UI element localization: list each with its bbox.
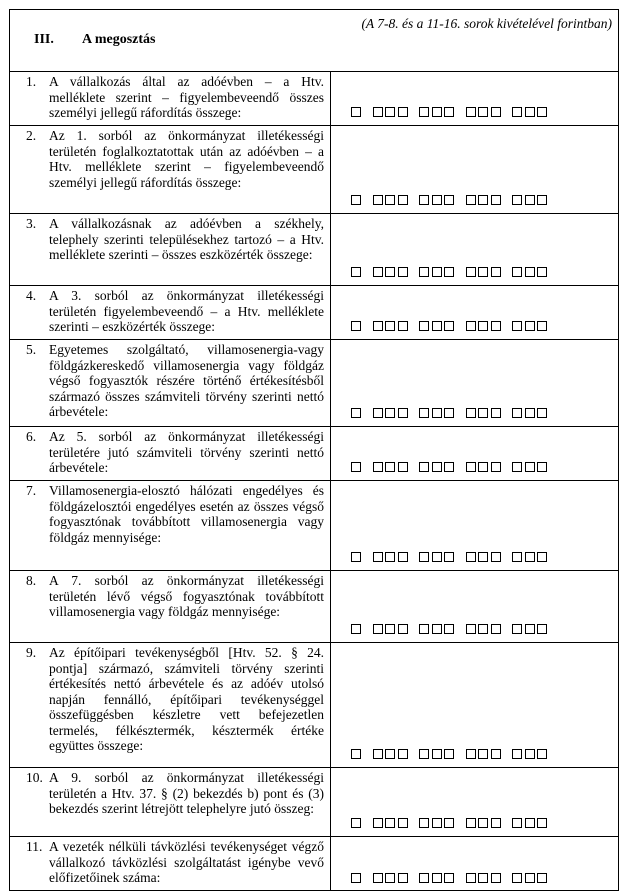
digit-group [351, 267, 364, 277]
digit-box[interactable] [444, 321, 454, 331]
digit-box[interactable] [444, 818, 454, 828]
digit-box[interactable] [432, 462, 442, 472]
form-row [9, 570, 619, 642]
digit-box[interactable] [432, 408, 442, 418]
digit-box[interactable] [478, 818, 488, 828]
digit-box[interactable] [491, 408, 501, 418]
digit-box[interactable] [419, 408, 429, 418]
digit-box[interactable] [512, 552, 522, 562]
row-number: 4. [26, 288, 37, 303]
row-label-cell [10, 643, 330, 767]
digit-group [351, 624, 364, 634]
digit-group [419, 552, 457, 562]
digit-box[interactable] [385, 321, 395, 331]
digit-box[interactable] [419, 818, 429, 828]
digit-box[interactable] [537, 873, 547, 883]
digit-box[interactable] [491, 107, 501, 117]
digit-box[interactable] [466, 462, 476, 472]
row-label-cell [10, 427, 330, 480]
digit-group [466, 552, 504, 562]
form-row [9, 767, 619, 836]
digit-box[interactable] [385, 873, 395, 883]
digit-group [351, 818, 364, 828]
row-description: A vállalkozás által az adóévben – a Htv. melléklete szerint – figyelembeveendő összes személyi jellegű ráfordítás összege: [49, 74, 324, 120]
digit-box[interactable] [478, 195, 488, 205]
section-title: A megosztás [82, 32, 156, 47]
row-label-cell [10, 72, 330, 125]
digit-box[interactable] [373, 195, 383, 205]
digit-box[interactable] [466, 321, 476, 331]
digit-box[interactable] [537, 749, 547, 759]
digit-box[interactable] [478, 267, 488, 277]
form-row [9, 480, 619, 570]
digit-group [512, 624, 550, 634]
digit-box[interactable] [419, 552, 429, 562]
row-label-cell [10, 214, 330, 285]
digit-box[interactable] [525, 749, 535, 759]
digit-box[interactable] [373, 267, 383, 277]
digit-box[interactable] [512, 107, 522, 117]
digit-box[interactable] [537, 408, 547, 418]
digit-group [419, 624, 457, 634]
digit-box[interactable] [432, 749, 442, 759]
digit-box[interactable] [525, 321, 535, 331]
digit-box[interactable] [491, 749, 501, 759]
digit-box[interactable] [444, 267, 454, 277]
digit-box[interactable] [432, 107, 442, 117]
digit-group [512, 749, 550, 759]
digit-box[interactable] [466, 408, 476, 418]
digit-group [373, 267, 411, 277]
digit-group [466, 624, 504, 634]
digit-box[interactable] [419, 462, 429, 472]
digit-box[interactable] [351, 552, 361, 562]
digit-box[interactable] [351, 195, 361, 205]
row-amount-cell[interactable] [330, 286, 618, 339]
digit-boxes[interactable] [351, 818, 559, 828]
digit-box[interactable] [432, 321, 442, 331]
digit-box[interactable] [398, 873, 408, 883]
row-description: Az 5. sorból az önkormányzat illetékességi területére jutó számviteli törvény szerinti nettó árbevétele: [49, 429, 324, 475]
digit-box[interactable] [432, 873, 442, 883]
row-description: A 9. sorból az önkormányzat illetékességi területén a Htv. 37. § (2) bekezdés b) pont és (3) bekezdés szerint létrejött telephelyre jutó összeg: [49, 770, 324, 816]
digit-box[interactable] [432, 818, 442, 828]
digit-box[interactable] [444, 873, 454, 883]
digit-box[interactable] [512, 818, 522, 828]
row-amount-cell[interactable] [330, 837, 618, 890]
digit-box[interactable] [444, 749, 454, 759]
digit-box[interactable] [525, 462, 535, 472]
digit-box[interactable] [525, 267, 535, 277]
row-number: 2. [26, 128, 37, 143]
digit-group [351, 195, 364, 205]
digit-group [466, 267, 504, 277]
digit-group [512, 873, 550, 883]
digit-box[interactable] [398, 107, 408, 117]
digit-box[interactable] [432, 195, 442, 205]
digit-box[interactable] [385, 818, 395, 828]
digit-box[interactable] [444, 552, 454, 562]
digit-group [419, 195, 457, 205]
digit-box[interactable] [478, 408, 488, 418]
digit-box[interactable] [478, 107, 488, 117]
digit-box[interactable] [373, 462, 383, 472]
section-header [9, 9, 619, 71]
digit-group [512, 267, 550, 277]
digit-box[interactable] [491, 462, 501, 472]
digit-box[interactable] [491, 195, 501, 205]
digit-box[interactable] [466, 195, 476, 205]
digit-box[interactable] [478, 321, 488, 331]
digit-group [466, 749, 504, 759]
row-amount-cell[interactable] [330, 72, 618, 125]
digit-group [351, 107, 364, 117]
digit-box[interactable] [512, 749, 522, 759]
digit-group [419, 749, 457, 759]
digit-box[interactable] [432, 624, 442, 634]
row-number: 11. [26, 839, 43, 854]
row-label-cell [10, 126, 330, 213]
digit-box[interactable] [398, 462, 408, 472]
digit-box[interactable] [512, 624, 522, 634]
form-row [9, 213, 619, 285]
digit-group [419, 321, 457, 331]
digit-box[interactable] [525, 624, 535, 634]
row-description: A vezeték nélküli távközlési tevékenységet végző vállalkozó távközlési szolgáltatást igénybe vevő előfizetőinek száma: [49, 839, 324, 885]
digit-group [419, 408, 457, 418]
digit-box[interactable] [512, 462, 522, 472]
digit-box[interactable] [432, 267, 442, 277]
digit-box[interactable] [385, 552, 395, 562]
digit-group [373, 462, 411, 472]
digit-box[interactable] [385, 462, 395, 472]
digit-box[interactable] [466, 749, 476, 759]
digit-box[interactable] [385, 624, 395, 634]
digit-box[interactable] [478, 624, 488, 634]
digit-group [419, 818, 457, 828]
digit-box[interactable] [419, 195, 429, 205]
digit-group [512, 107, 550, 117]
row-amount-cell[interactable] [330, 340, 618, 426]
digit-group [351, 749, 364, 759]
digit-boxes[interactable] [351, 107, 559, 117]
digit-box[interactable] [419, 267, 429, 277]
digit-box[interactable] [512, 267, 522, 277]
row-label-cell [10, 286, 330, 339]
digit-boxes[interactable] [351, 552, 559, 562]
digit-box[interactable] [373, 107, 383, 117]
digit-box[interactable] [537, 462, 547, 472]
row-amount-cell[interactable] [330, 214, 618, 285]
digit-group [351, 321, 364, 331]
form-row [9, 836, 619, 891]
digit-group [466, 195, 504, 205]
digit-box[interactable] [478, 552, 488, 562]
form-row [9, 642, 619, 767]
digit-box[interactable] [466, 552, 476, 562]
row-label-cell [10, 837, 330, 890]
row-number: 6. [26, 429, 37, 444]
digit-box[interactable] [444, 624, 454, 634]
digit-boxes[interactable] [351, 195, 559, 205]
digit-group [373, 749, 411, 759]
row-number: 8. [26, 573, 37, 588]
row-number: 5. [26, 342, 37, 357]
section-unit-note: (A 7-8. és a 11-16. sorok kivételével forintban) [361, 16, 612, 31]
row-number: 3. [26, 216, 37, 231]
digit-group [351, 408, 364, 418]
digit-box[interactable] [478, 462, 488, 472]
digit-box[interactable] [351, 267, 361, 277]
digit-box[interactable] [491, 552, 501, 562]
digit-box[interactable] [466, 624, 476, 634]
digit-box[interactable] [373, 321, 383, 331]
digit-boxes[interactable] [351, 873, 559, 883]
digit-box[interactable] [398, 624, 408, 634]
digit-box[interactable] [512, 408, 522, 418]
digit-boxes[interactable] [351, 267, 559, 277]
digit-box[interactable] [512, 321, 522, 331]
digit-box[interactable] [398, 552, 408, 562]
digit-box[interactable] [351, 462, 361, 472]
digit-group [373, 107, 411, 117]
digit-group [419, 462, 457, 472]
row-amount-cell[interactable] [330, 643, 618, 767]
digit-box[interactable] [385, 749, 395, 759]
digit-boxes[interactable] [351, 408, 559, 418]
digit-box[interactable] [537, 552, 547, 562]
digit-box[interactable] [351, 408, 361, 418]
digit-box[interactable] [373, 408, 383, 418]
digit-box[interactable] [525, 873, 535, 883]
digit-group [512, 408, 550, 418]
digit-group [351, 462, 364, 472]
digit-box[interactable] [444, 462, 454, 472]
digit-group [512, 321, 550, 331]
digit-group [466, 873, 504, 883]
digit-box[interactable] [537, 818, 547, 828]
digit-box[interactable] [398, 321, 408, 331]
digit-group [512, 462, 550, 472]
digit-box[interactable] [419, 624, 429, 634]
digit-box[interactable] [351, 107, 361, 117]
digit-boxes[interactable] [351, 749, 559, 759]
row-label-cell [10, 340, 330, 426]
digit-box[interactable] [351, 749, 361, 759]
row-description: Egyetemes szolgáltató, villamosenergia-vagy földgázkereskedő villamosenergia vagy földgáz végső fogyasztók részére történő értékesítésből származó összes számviteli törvény szerinti nettó árbevétele: [49, 342, 324, 419]
digit-box[interactable] [419, 321, 429, 331]
digit-group [351, 552, 364, 562]
digit-group [419, 267, 457, 277]
digit-group [466, 408, 504, 418]
digit-box[interactable] [398, 408, 408, 418]
row-label-cell [10, 571, 330, 642]
digit-box[interactable] [373, 873, 383, 883]
row-description: Az 1. sorból az önkormányzat illetékességi területén foglalkoztatottak után az adóévben – a Htv. melléklete szerint – figyelembeveendő személyi jellegű ráfordítás összege: [49, 128, 324, 190]
digit-box[interactable] [444, 408, 454, 418]
digit-boxes[interactable] [351, 462, 559, 472]
digit-box[interactable] [385, 195, 395, 205]
digit-group [466, 107, 504, 117]
digit-group [373, 552, 411, 562]
digit-box[interactable] [491, 873, 501, 883]
digit-box[interactable] [398, 195, 408, 205]
digit-box[interactable] [478, 749, 488, 759]
row-number: 1. [26, 74, 37, 89]
row-label-cell [10, 768, 330, 836]
row-amount-cell[interactable] [330, 126, 618, 213]
digit-box[interactable] [419, 749, 429, 759]
digit-group [419, 873, 457, 883]
digit-box[interactable] [466, 107, 476, 117]
digit-box[interactable] [525, 552, 535, 562]
digit-group [373, 873, 411, 883]
digit-box[interactable] [373, 552, 383, 562]
form-row [9, 426, 619, 480]
digit-box[interactable] [537, 107, 547, 117]
digit-group [373, 818, 411, 828]
row-description: A 7. sorból az önkormányzat illetékességi területén lévő végső fogyasztónak továbbított villamosenergia vagy földgáz mennyisége: [49, 573, 324, 619]
section-number: III. [34, 32, 54, 47]
digit-box[interactable] [491, 267, 501, 277]
digit-box[interactable] [351, 873, 361, 883]
digit-boxes[interactable] [351, 321, 559, 331]
digit-group [466, 321, 504, 331]
digit-box[interactable] [419, 873, 429, 883]
digit-box[interactable] [432, 552, 442, 562]
digit-group [512, 552, 550, 562]
row-label-cell [10, 481, 330, 570]
digit-box[interactable] [351, 624, 361, 634]
digit-group [351, 873, 364, 883]
digit-box[interactable] [398, 818, 408, 828]
row-number: 10. [26, 770, 43, 785]
digit-box[interactable] [373, 818, 383, 828]
form-row [9, 71, 619, 125]
digit-box[interactable] [537, 624, 547, 634]
digit-box[interactable] [537, 321, 547, 331]
digit-box[interactable] [491, 321, 501, 331]
digit-box[interactable] [466, 267, 476, 277]
digit-box[interactable] [398, 749, 408, 759]
digit-box[interactable] [373, 749, 383, 759]
digit-box[interactable] [525, 107, 535, 117]
row-description: A 3. sorból az önkormányzat illetékességi területén figyelembeveendő – a Htv. melléklete szerinti – eszközérték összege: [49, 288, 324, 334]
digit-box[interactable] [398, 267, 408, 277]
digit-box[interactable] [525, 195, 535, 205]
row-number: 7. [26, 483, 37, 498]
digit-boxes[interactable] [351, 624, 559, 634]
digit-box[interactable] [351, 818, 361, 828]
digit-box[interactable] [373, 624, 383, 634]
digit-box[interactable] [385, 408, 395, 418]
row-number: 9. [26, 645, 37, 660]
digit-box[interactable] [385, 107, 395, 117]
digit-box[interactable] [466, 818, 476, 828]
digit-group [419, 107, 457, 117]
digit-group [373, 408, 411, 418]
digit-box[interactable] [478, 873, 488, 883]
digit-group [373, 624, 411, 634]
digit-group [466, 462, 504, 472]
row-description: A vállalkozásnak az adóévben a székhely, telephely szerinti településekhez tartozó – a Htv. melléklete szerinti – összes eszközérték összege: [49, 216, 324, 262]
digit-box[interactable] [537, 195, 547, 205]
digit-box[interactable] [466, 873, 476, 883]
form-row [9, 285, 619, 339]
digit-box[interactable] [419, 107, 429, 117]
digit-group [512, 818, 550, 828]
row-amount-cell[interactable] [330, 571, 618, 642]
digit-box[interactable] [444, 195, 454, 205]
digit-box[interactable] [491, 818, 501, 828]
form-row [9, 125, 619, 213]
digit-box[interactable] [512, 195, 522, 205]
digit-box[interactable] [444, 107, 454, 117]
digit-box[interactable] [525, 408, 535, 418]
digit-group [373, 195, 411, 205]
digit-box[interactable] [512, 873, 522, 883]
digit-group [512, 195, 550, 205]
digit-box[interactable] [525, 818, 535, 828]
row-description: Az építőipari tevékenységből [Htv. 52. § 24. pontja] származó, számviteli törvény szerinti értékesítés nettó árbevétele és az adóév utolsó napján fennálló, építőipari tevékenységgel összefüggésben készletre vett befejezetlen termelés, félkésztermék, késztermék értéke együttes összege: [49, 645, 324, 753]
form-row [9, 339, 619, 426]
digit-group [373, 321, 411, 331]
row-amount-cell[interactable] [330, 768, 618, 836]
row-amount-cell[interactable] [330, 481, 618, 570]
digit-group [466, 818, 504, 828]
digit-box[interactable] [351, 321, 361, 331]
row-amount-cell[interactable] [330, 427, 618, 480]
digit-box[interactable] [385, 267, 395, 277]
row-description: Villamosenergia-elosztó hálózati engedélyes és földgázelosztói engedélyes esetén az összes végső fogyasztónak továbbított villamosenergia vagy földgáz mennyisége: [49, 483, 324, 545]
digit-box[interactable] [537, 267, 547, 277]
digit-box[interactable] [491, 624, 501, 634]
